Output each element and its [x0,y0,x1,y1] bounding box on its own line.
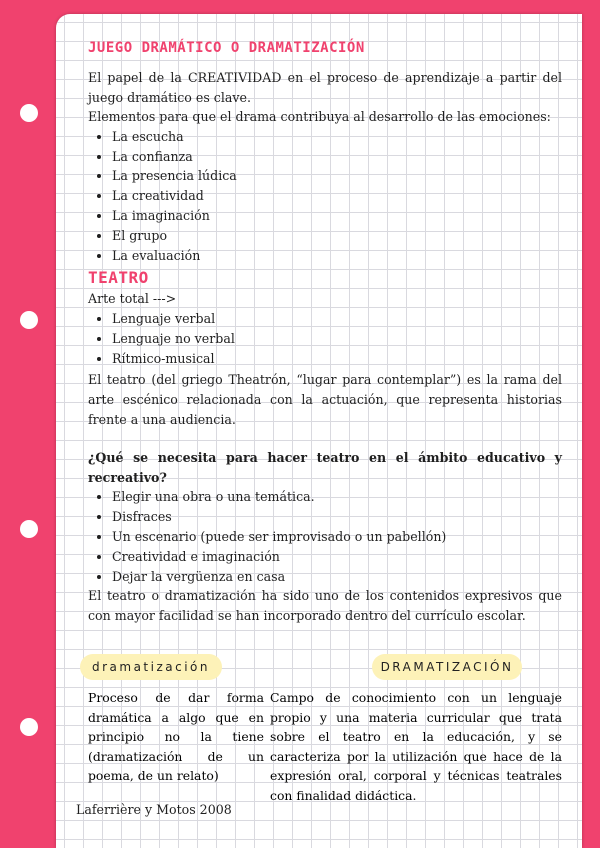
binder-hole [20,311,38,329]
list-item: • La creatividad [112,186,562,206]
right-definition-column [270,688,562,806]
elements-list [88,127,562,266]
closing-paragraph: El teatro o dramatización ha sido uno de los contenidos expresivos que con mayor facilidad se han incorporado dentro del currículo escolar. [88,588,562,623]
heading-teatro: TEATRO [88,268,149,288]
left-definition-column [88,688,264,786]
right-definition: Campo de conocimiento con un lenguaje propio y una materia curricular que trata sobre el teatro en la educación, y se caracteriza por la utilización que hace de la expresión oral, corporal y técnicas teatrales con finalidad didáctica. [270,690,562,803]
main-content [88,38,562,625]
author-citation: Laferrière y Motos 2008 [76,802,232,817]
intro-line1: El papel de la CREATIVIDAD en el proceso de aprendizaje a partir del juego dramático es clave. [88,70,562,105]
list-item: • Elegir una obra o una temática. [112,487,562,507]
list-item: • Dejar la vergüenza en casa [112,567,562,587]
dramatizacion-uppercase-badge: DRAMATIZACIÓN [372,654,522,680]
dramatizacion-lowercase-badge: dramatización [80,654,222,680]
needs-list [88,487,562,586]
lenguajes-list [88,309,562,368]
binder-hole [20,520,38,538]
list-item: • El grupo [112,226,562,246]
list-item: • La evaluación [112,246,562,266]
question-heading: ¿Qué se necesita para hacer teatro en el ámbito educativo y recreativo? [88,450,562,485]
intro-line2: Elementos para que el drama contribuya al desarrollo de las emociones: [88,109,551,125]
teatro-definition: El teatro (del griego Theatrón, “lugar para contemplar”) es la rama del arte escénico relacionada con la actuación, que representa historias frente a una audiencia. [88,372,562,427]
list-item: • Un escenario (puede ser improvisado o un pabellón) [112,527,562,547]
list-item: • La imaginación [112,206,562,226]
heading-juego-dramatico: JUEGO DRAMÁTICO O DRAMATIZACIÓN [88,40,365,56]
binder-hole [20,104,38,122]
list-item: • Lenguaje verbal [112,309,562,329]
list-item: • La confianza [112,147,562,167]
list-item: • La presencia lúdica [112,166,562,186]
list-item: • Disfraces [112,507,562,527]
list-item: • Lenguaje no verbal [112,329,562,349]
arte-total-label: Arte total ---> [88,291,177,307]
list-item: • Creatividad e imaginación [112,547,562,567]
list-item: • Rítmico-musical [112,349,562,369]
left-definition: Proceso de dar forma dramática a algo que en principio no la tiene (dramatización de un poema, de un relato) [88,690,264,784]
intro-paragraph [88,68,562,127]
binder-hole [20,718,38,736]
list-item: • La escucha [112,127,562,147]
